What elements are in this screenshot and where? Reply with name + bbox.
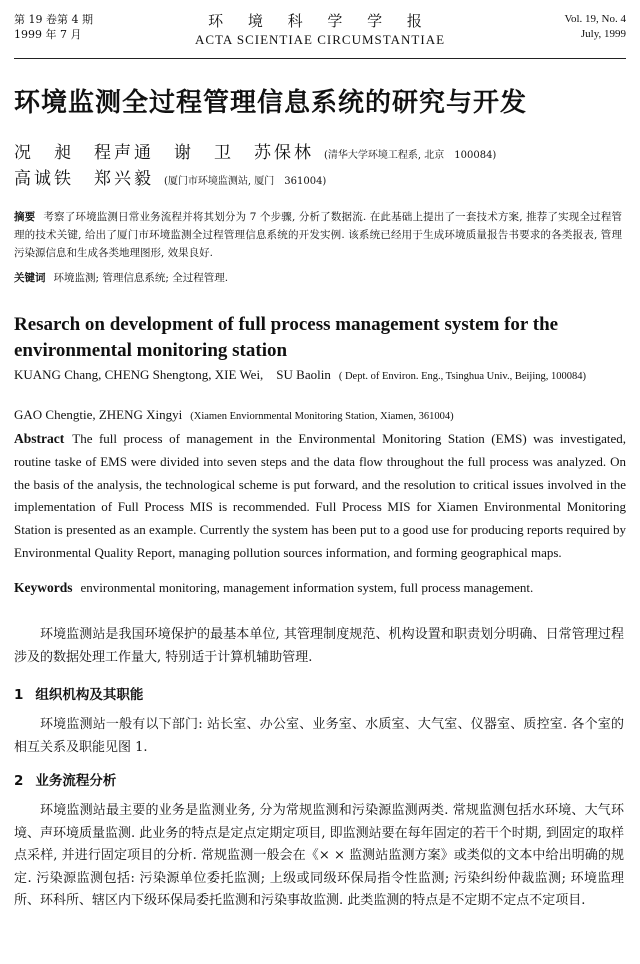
running-header: [14, 8, 626, 54]
intro-paragraph: 环境监测站是我国环境保护的最基本单位, 其管理制度规范、机构设置和职责划分明确、日常管理过程涉及的数据处理工作量大, 特别适于计算机辅助管理.: [14, 627, 624, 665]
author-names: 况 昶 程声通 谢 卫 苏保林: [14, 143, 314, 163]
abstract-text-en: The full process of management in the Environmental Monitoring Station (EMS) was investigated, routine taske of EMS were divided into seven steps and the data flow throughout the full process was analyzed. On the basis of the analysis, the technological scheme is put forward, and the resolution to critical issues involved in the implementation of Full Process MIS is recommended. Full Process MIS for Xiamen Environmental Monitoring Station is presented as an example. Currently the system has been put to a good use for producing reports required by Environmental Quality Report, managing pollution sources information, and forming geographical maps.: [14, 431, 626, 560]
abstract-en: [14, 428, 626, 565]
volume-en: Vol. 19, No. 4: [564, 13, 626, 25]
abstract-label-en: Abstract: [14, 431, 65, 446]
author-affiliation: ( Dept. of Environ. Eng., Tsinghua Univ., Beijing, 100084): [338, 371, 586, 382]
author-names: 高诚铁 郑兴毅: [14, 169, 154, 189]
abstract-label-cn: 摘要: [14, 211, 36, 223]
author-line-2-cn: [14, 164, 326, 189]
section-number: 2: [14, 773, 24, 789]
abstract-text-cn: 考察了环境监测日常业务流程并将其划分为 7 个步骤, 分析了数据流. 在此基础上提出了一套技术方案, 推荐了实现全过程管理的技术关键, 给出了厦门市环境监测全过程管理信息系统的开发实例. 该系统已经用于生成环境质量报告书要求的各类报表, 管理污染源信息和生成各类地理图形, 效果良好.: [14, 211, 622, 259]
header-rule: [14, 58, 626, 59]
author-affiliation: (厦门市环境监测站, 厦门 361004): [164, 176, 327, 187]
author-line-1-en: [14, 366, 626, 386]
paper-title-en: Resarch on development of full process management system for the environmental monitoring station: [14, 314, 559, 361]
keywords-cn: [14, 270, 228, 285]
section-title: 组织机构及其职能: [35, 687, 144, 703]
paper-title-cn: 环境监测全过程管理信息系统的研究与开发: [14, 88, 528, 118]
date-en: July, 1999: [580, 28, 626, 40]
date-cn: 1999 年 7 月: [14, 28, 82, 41]
journal-name-en: ACTA SCIENTIAE CIRCUMSTANTIAE: [194, 32, 446, 47]
section-heading-1: [14, 683, 143, 703]
journal-name: [14, 12, 626, 48]
keywords-en: [14, 580, 533, 596]
section-title: 业务流程分析: [35, 773, 117, 789]
section-heading-2: [14, 769, 116, 789]
author-line-1-cn: [14, 138, 496, 163]
section-number: 1: [14, 687, 24, 703]
section-1-paragraph: 环境监测站一般有以下部门: 站长室、办公室、业务室、水质室、大气室、仪器室、质控室. 各个室的相互关系及职能见图 1.: [14, 717, 624, 755]
journal-name-cn: 环 境 科 学 学 报: [208, 12, 432, 30]
author-names: GAO Chengtie, ZHENG Xingyi: [14, 407, 183, 422]
author-affiliation: (清华大学环境工程系, 北京 100084): [324, 150, 497, 161]
keywords-label-en: Keywords: [14, 580, 73, 595]
author-affiliation: (Xiamen Enviornmental Monitoring Station, Xiamen, 361004): [190, 411, 454, 422]
keywords-text-en: environmental monitoring, management information system, full process management.: [80, 580, 534, 595]
volume-cn: 第 19 卷第 4 期: [14, 13, 93, 26]
keywords-label-cn: 关键词: [14, 272, 46, 284]
section-2-paragraph: 环境监测站最主要的业务是监测业务, 分为常规监测和污染源监测两类. 常规监测包括水环境、大气环境、声环境质量监测. 此业务的特点是定点定期定项目, 即监测站要在每年固定的若干个时期, 到固定的取样点采样, 并进行固定项目的分析. 常规监测一般会在《× × 监测站监测方案》或类似的文本中给出明确的规定. 污染源监测包括: 污染源单位委托监测; 上级或同级环保局指令性监测; 污染纠纷仲裁监测; 环境监理所、环科所、辖区内下级环保局委托监测和污染事故监测. 此类监测的特点是不定期不定点不定项目.: [14, 803, 624, 908]
header-volume-en: [564, 12, 626, 42]
author-names: KUANG Chang, CHENG Shengtong, XIE Wei, SU Baolin: [14, 367, 331, 382]
author-line-2-en: [14, 406, 626, 426]
abstract-cn: [14, 208, 622, 262]
keywords-text-cn: 环境监测; 管理信息系统; 全过程管理.: [53, 272, 229, 284]
